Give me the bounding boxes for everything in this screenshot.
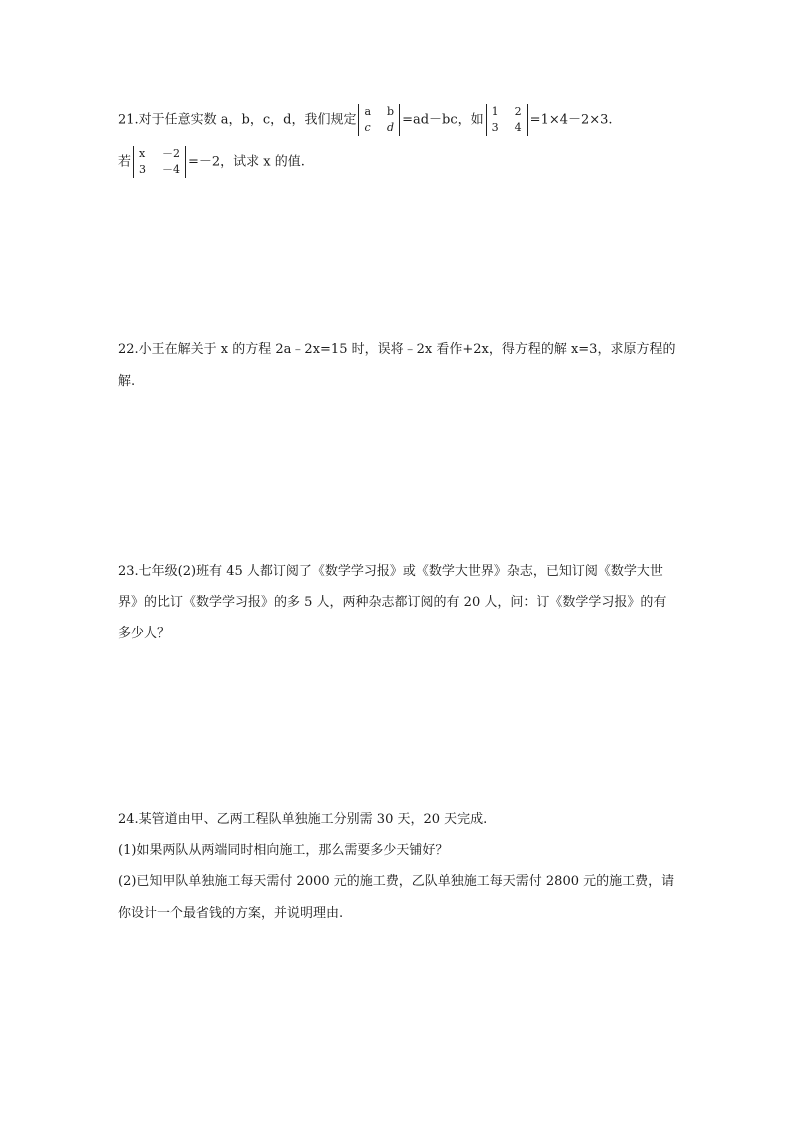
determinant-definition — [358, 104, 400, 136]
q21-ruo: 若 — [118, 154, 132, 170]
q22-line1: 22.小王在解关于 x 的方程 2a﹣2x=15 时，误将﹣2x 看作+2x，得方程的解 x=3，求原方程的 — [118, 342, 676, 357]
q23-line1: 23.七年级(2)班有 45 人都订阅了《数学学习报》或《数学大世界》杂志，已知订阅《数学大世 — [118, 564, 663, 579]
q24-line1: 24.某管道由甲、乙两工程队单独施工分别需 30 天，20 天完成. — [118, 812, 488, 827]
q21-line2 — [118, 146, 305, 178]
det2-b: 2 — [514, 105, 522, 118]
det1-a: a — [364, 105, 372, 118]
q21-intro: 21.对于任意实数 a，b，c，d，我们规定 — [118, 112, 357, 128]
det3-c: 3 — [139, 163, 147, 176]
det2-d: 4 — [514, 121, 522, 134]
det1-c: c — [364, 121, 371, 134]
q21-line1 — [118, 104, 613, 136]
q22-line2: 解. — [118, 374, 136, 389]
det2-c: 3 — [491, 121, 499, 134]
q24-line2: (1)如果两队从两端同时相向施工，那么需要多少天铺好？ — [118, 843, 449, 858]
q21-eq3: =－2，试求 x 的值. — [188, 154, 305, 170]
det3-d: －4 — [162, 163, 181, 176]
q21-eq1: =ad－bc，如 — [402, 112, 484, 128]
q24-line3: (2)已知甲队单独施工每天需付 2000 元的施工费，乙队单独施工每天需付 2800 元的施工费，请 — [118, 874, 675, 889]
det3-b: －2 — [162, 147, 181, 160]
q24-line4: 你设计一个最省钱的方案，并说明理由. — [118, 906, 344, 921]
det1-d: d — [387, 121, 395, 134]
q21-eq2: =1×4－2×3. — [529, 112, 613, 128]
det2-a: 1 — [491, 105, 499, 118]
q23-line3: 多少人？ — [118, 626, 171, 641]
determinant-example — [486, 104, 528, 136]
q23-line2: 界》的比订《数学学习报》的多 5 人，两种杂志都订阅的有 20 人，问：订《数学学习报》的有 — [118, 595, 667, 610]
det1-b: b — [387, 105, 395, 118]
det3-a: x — [139, 147, 146, 160]
determinant-problem — [133, 146, 186, 178]
